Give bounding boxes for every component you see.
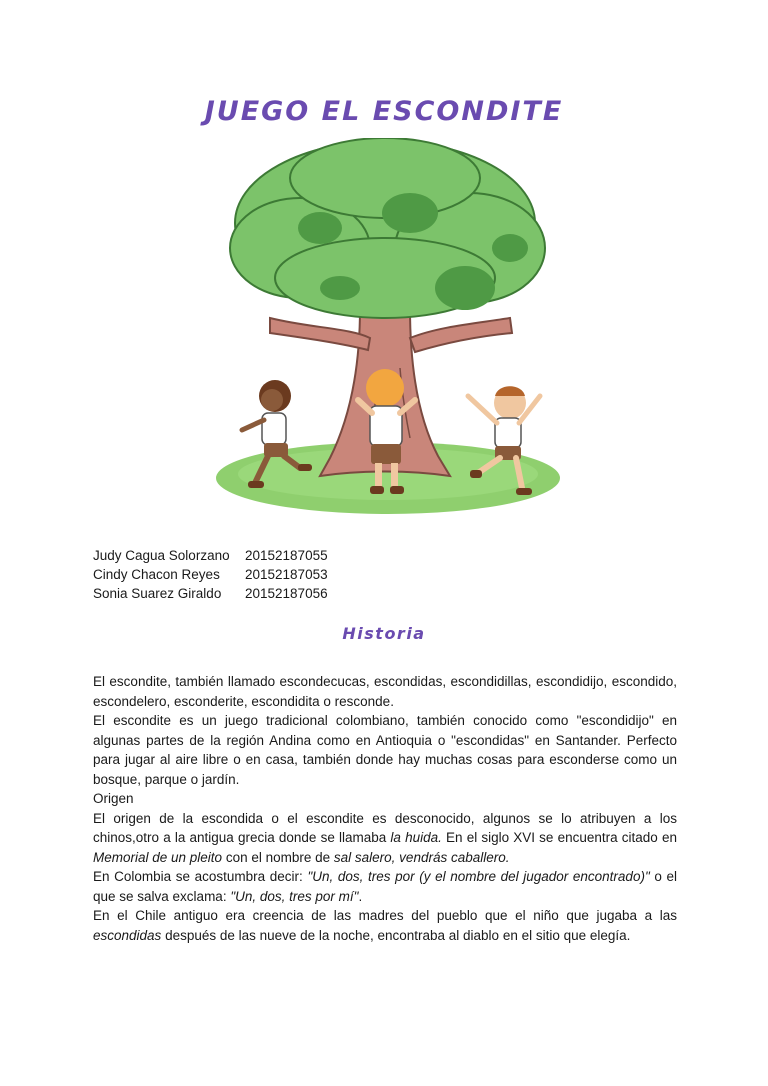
children-tree-illustration — [210, 138, 560, 518]
author-row — [93, 546, 328, 565]
author-row — [93, 565, 328, 584]
section-title-historia: Historia — [342, 624, 426, 643]
paragraph-tradition: El escondite es un juego tradicional colombiano, también conocido como "escondidijo" en algunas partes de la región Andina como en Antioquia o "escondidas" en Santander. Perfecto para jugar al aire libre o en casa, también donde hay muchas cosas para esconderse como un bosque, parque o jardín. — [93, 713, 677, 787]
author-name: Sonia Suarez Giraldo — [93, 586, 222, 601]
paragraph-chile: En el Chile antiguo era creencia de las madres del pueblo que el niño que jugaba a las escondidas después de las nueve de la noche, encontraba al diablo en el sitio que elegía. — [93, 908, 677, 943]
paragraph-origin: El origen de la escondida o el escondite es desconocido, algunos se lo atribuyen a los chinos,otro a la antigua grecia donde se llamaba la huida. En el siglo XVI se encuentra citado en Memorial de un pleito con el nombre de sal salero, vendrás caballero. — [93, 810, 677, 865]
paragraph-intro: El escondite, también llamado escondecucas, escondidas, escondidillas, escondidijo, escondido, escondelero, esconderite, escondidita o resconde. — [93, 674, 677, 709]
author-name: Cindy Chacon Reyes — [93, 567, 220, 582]
document-title: JUEGO EL ESCONDITE — [204, 96, 564, 127]
authors-list — [93, 546, 328, 603]
author-row — [93, 584, 328, 603]
author-name: Judy Cagua Solorzano — [93, 548, 230, 563]
author-id: 20152187056 — [245, 586, 328, 601]
paragraph-colombia: En Colombia se acostumbra decir: "Un, dos, tres por (y el nombre del jugador encontrado)" o el que se salva exclama: "Un, dos, tres por mí". — [93, 869, 677, 904]
origen-label: Origen — [93, 791, 134, 806]
tree-foliage — [230, 138, 545, 318]
author-id: 20152187055 — [245, 548, 328, 563]
author-id: 20152187053 — [245, 567, 328, 582]
body-text — [93, 672, 677, 945]
